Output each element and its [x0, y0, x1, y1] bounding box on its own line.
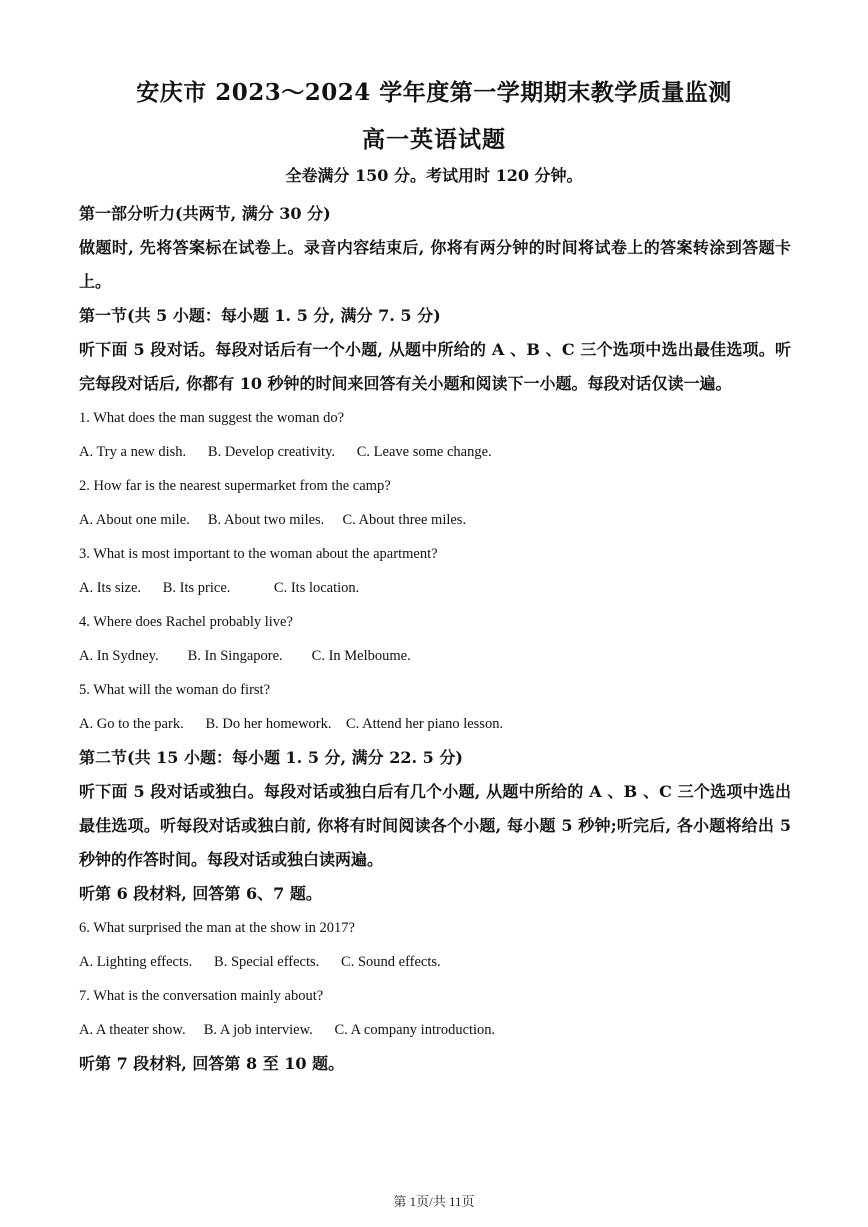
option-b: B. Do her homework. [205, 716, 332, 732]
option-c: C. Attend her piano lesson. [346, 716, 504, 732]
exam-title: 安庆市 2023～2024 学年度第一学期期末教学质量监测 [136, 79, 732, 106]
exam-info: 全卷满分 150 分。考试用时 120 分钟。 [285, 166, 583, 185]
question-3-options [79, 571, 791, 605]
question-4: 4. Where does Rachel probably live? [79, 614, 293, 630]
part1-instruction: 做题时, 先将答案标在试卷上。录音内容结束后, 你将有两分钟的时间将试卷上的答案转涂到答题卡上。 [79, 238, 791, 291]
option-a: A. In Sydney. [79, 648, 159, 664]
option-a: A. Lighting effects. [79, 954, 193, 970]
question-3: 3. What is most important to the woman about the apartment? [79, 546, 438, 562]
option-c: C. In Melboume. [311, 648, 411, 664]
option-b: B. Develop creativity. [207, 444, 336, 460]
option-b: B. About two miles. [207, 512, 325, 528]
option-b: B. Special effects. [214, 954, 320, 970]
question-5: 5. What will the woman do first? [79, 682, 271, 698]
option-a: A. A theater show. [79, 1022, 186, 1038]
option-c: C. About three miles. [342, 512, 467, 528]
question-2: 2. How far is the nearest supermarket from the camp? [79, 478, 391, 494]
question-2-options [79, 503, 791, 537]
question-6: 6. What surprised the man at the show in 2017? [79, 920, 355, 936]
part1-heading: 第一部分听力(共两节, 满分 30 分) [79, 204, 331, 223]
option-c: C. Leave some change. [356, 444, 492, 460]
option-c: C. Sound effects. [341, 954, 441, 970]
question-1-options [79, 435, 791, 469]
section1-instruction: 听下面 5 段对话。每段对话后有一个小题, 从题中所给的 A 、B 、C 三个选项中选出最佳选项。听完每段对话后, 你都有 10 秒钟的时间来回答有关小题和阅读下一小题。每段对话仅读一遍。 [79, 340, 791, 393]
option-b: B. Its price. [162, 580, 231, 596]
option-a: A. Go to the park. [79, 716, 184, 732]
question-6-options [79, 945, 791, 979]
page-number: 第 1页/共 11页 [393, 1194, 475, 1209]
question-5-options [79, 707, 791, 741]
option-a: A. Its size. [79, 580, 142, 596]
section2-heading: 第二节(共 15 小题：每小题 1. 5 分, 满分 22. 5 分) [79, 748, 463, 767]
option-c: C. Its location. [273, 580, 360, 596]
exam-content [79, 197, 791, 1081]
option-c: C. A company introduction. [334, 1022, 496, 1038]
section2-instruction: 听下面 5 段对话或独白。每段对话或独白后有几个小题, 从题中所给的 A 、B 、C 三个选项中选出最佳选项。听每段对话或独白前, 你将有时间阅读各个小题, 每小题 5 秒钟;听完后, 各小题将给出 5 秒钟的作答时间。每段对话或独白读两遍。 [79, 782, 791, 869]
option-b: B. In Singapore. [187, 648, 283, 664]
option-a: A. Try a new dish. [79, 444, 187, 460]
question-7-options [79, 1013, 791, 1047]
option-a: A. About one mile. [79, 512, 190, 528]
question-7: 7. What is the conversation mainly about? [79, 988, 324, 1004]
exam-subtitle: 高一英语试题 [362, 126, 506, 153]
material-7-heading: 听第 7 段材料, 回答第 8 至 10 题。 [79, 1054, 345, 1073]
question-4-options [79, 639, 791, 673]
option-b: B. A job interview. [203, 1022, 313, 1038]
question-1: 1. What does the man suggest the woman do? [79, 410, 345, 426]
section1-heading: 第一节(共 5 小题：每小题 1. 5 分, 满分 7. 5 分) [79, 306, 441, 325]
material-6-heading: 听第 6 段材料, 回答第 6、7 题。 [79, 884, 322, 903]
